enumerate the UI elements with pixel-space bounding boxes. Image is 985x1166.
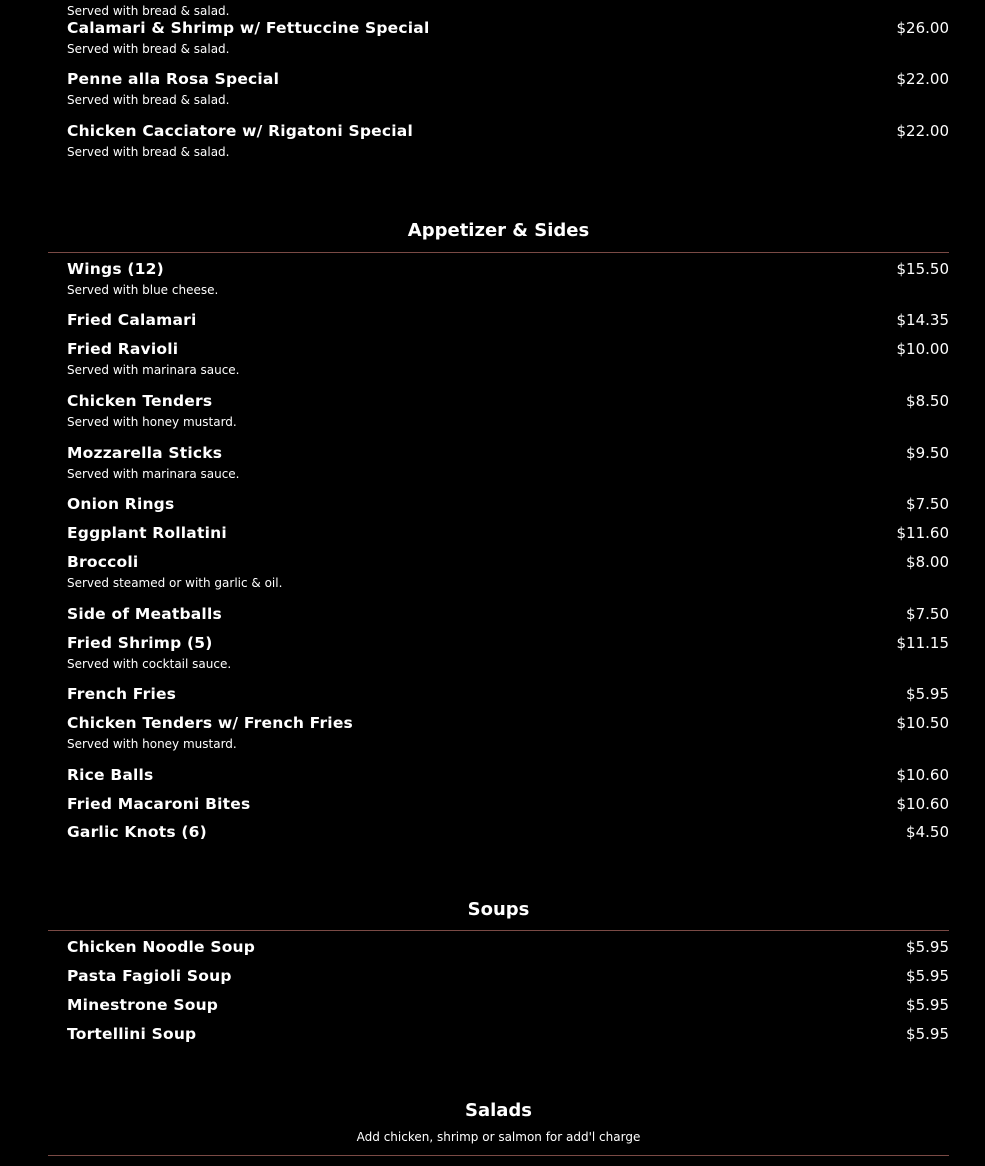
menu-item-description: Served with honey mustard. bbox=[67, 415, 237, 429]
menu-item-description: Served with cocktail sauce. bbox=[67, 657, 232, 671]
menu-item-price: $8.00 bbox=[906, 553, 949, 571]
menu-item-name: Pasta Fagioli Soup bbox=[67, 967, 232, 985]
menu-item-price: $5.95 bbox=[906, 996, 949, 1014]
menu-item-price: $5.95 bbox=[906, 1025, 949, 1043]
menu-item-name: Garlic Knots (6) bbox=[67, 823, 207, 841]
menu-item-price: $10.60 bbox=[896, 766, 949, 784]
menu-item-name: Fried Ravioli bbox=[67, 340, 179, 358]
menu-item-name: Chicken Tenders bbox=[67, 392, 213, 410]
menu-item-name: French Fries bbox=[67, 685, 177, 703]
menu-item-description: Served with bread & salad. bbox=[67, 4, 230, 18]
menu-item-name: Broccoli bbox=[67, 553, 139, 571]
section-title-salads: Salads bbox=[464, 1100, 533, 1121]
menu-item-name: Side of Meatballs bbox=[67, 605, 222, 623]
menu-item-name: Onion Rings bbox=[67, 495, 175, 513]
menu-item-description: Served with bread & salad. bbox=[67, 93, 230, 107]
section-divider bbox=[48, 930, 949, 931]
menu-item-description: Served with blue cheese. bbox=[67, 283, 219, 297]
menu-item-name: Chicken Tenders w/ French Fries bbox=[67, 714, 353, 732]
menu-item-name: Eggplant Rollatini bbox=[67, 524, 227, 542]
menu-item-price: $22.00 bbox=[896, 122, 949, 140]
menu-item-name: Tortellini Soup bbox=[67, 1025, 197, 1043]
menu-item-name: Fried Macaroni Bites bbox=[67, 795, 251, 813]
menu-item-description: Served with marinara sauce. bbox=[67, 467, 240, 481]
menu-item-description: Served with marinara sauce. bbox=[67, 363, 240, 377]
section-title-appetizers: Appetizer & Sides bbox=[407, 220, 590, 241]
menu-item-price: $22.00 bbox=[896, 70, 949, 88]
menu-item-price: $11.15 bbox=[896, 634, 949, 652]
menu-item-name: Wings (12) bbox=[67, 260, 164, 278]
menu-item-name: Fried Calamari bbox=[67, 311, 197, 329]
menu-item-price: $26.00 bbox=[896, 19, 949, 37]
menu-item-price: $8.50 bbox=[906, 392, 949, 410]
section-title-soups: Soups bbox=[467, 899, 530, 920]
menu-item-price: $10.60 bbox=[896, 795, 949, 813]
menu-item-name: Chicken Noodle Soup bbox=[67, 938, 256, 956]
menu-item-name: Fried Shrimp (5) bbox=[67, 634, 213, 652]
menu-item-price: $7.50 bbox=[906, 495, 949, 513]
menu-item-price: $4.50 bbox=[906, 823, 949, 841]
menu-item-name: Rice Balls bbox=[67, 766, 154, 784]
menu-item-name: Mozzarella Sticks bbox=[67, 444, 223, 462]
menu-item-price: $10.00 bbox=[896, 340, 949, 358]
menu-item-description: Served with bread & salad. bbox=[67, 42, 230, 56]
menu-item-price: $9.50 bbox=[906, 444, 949, 462]
menu-item-price: $5.95 bbox=[906, 685, 949, 703]
menu-item-description: Served with bread & salad. bbox=[67, 145, 230, 159]
section-divider bbox=[48, 252, 949, 253]
section-note: Add chicken, shrimp or salmon for add'l charge bbox=[356, 1130, 641, 1144]
menu-item-price: $11.60 bbox=[896, 524, 949, 542]
menu-item-name: Penne alla Rosa Special bbox=[67, 70, 280, 88]
menu-item-price: $5.95 bbox=[906, 938, 949, 956]
menu-item-price: $7.50 bbox=[906, 605, 949, 623]
menu-item-price: $5.95 bbox=[906, 967, 949, 985]
menu-item-name: Minestrone Soup bbox=[67, 996, 219, 1014]
menu-item-price: $15.50 bbox=[896, 260, 949, 278]
menu-item-price: $10.50 bbox=[896, 714, 949, 732]
menu-item-description: Served steamed or with garlic & oil. bbox=[67, 576, 283, 590]
menu-item-description: Served with honey mustard. bbox=[67, 737, 237, 751]
menu-item-name: Chicken Cacciatore w/ Rigatoni Special bbox=[67, 122, 413, 140]
menu-item-name: Calamari & Shrimp w/ Fettuccine Special bbox=[67, 19, 430, 37]
menu-item-price: $14.35 bbox=[896, 311, 949, 329]
section-divider bbox=[48, 1155, 949, 1156]
